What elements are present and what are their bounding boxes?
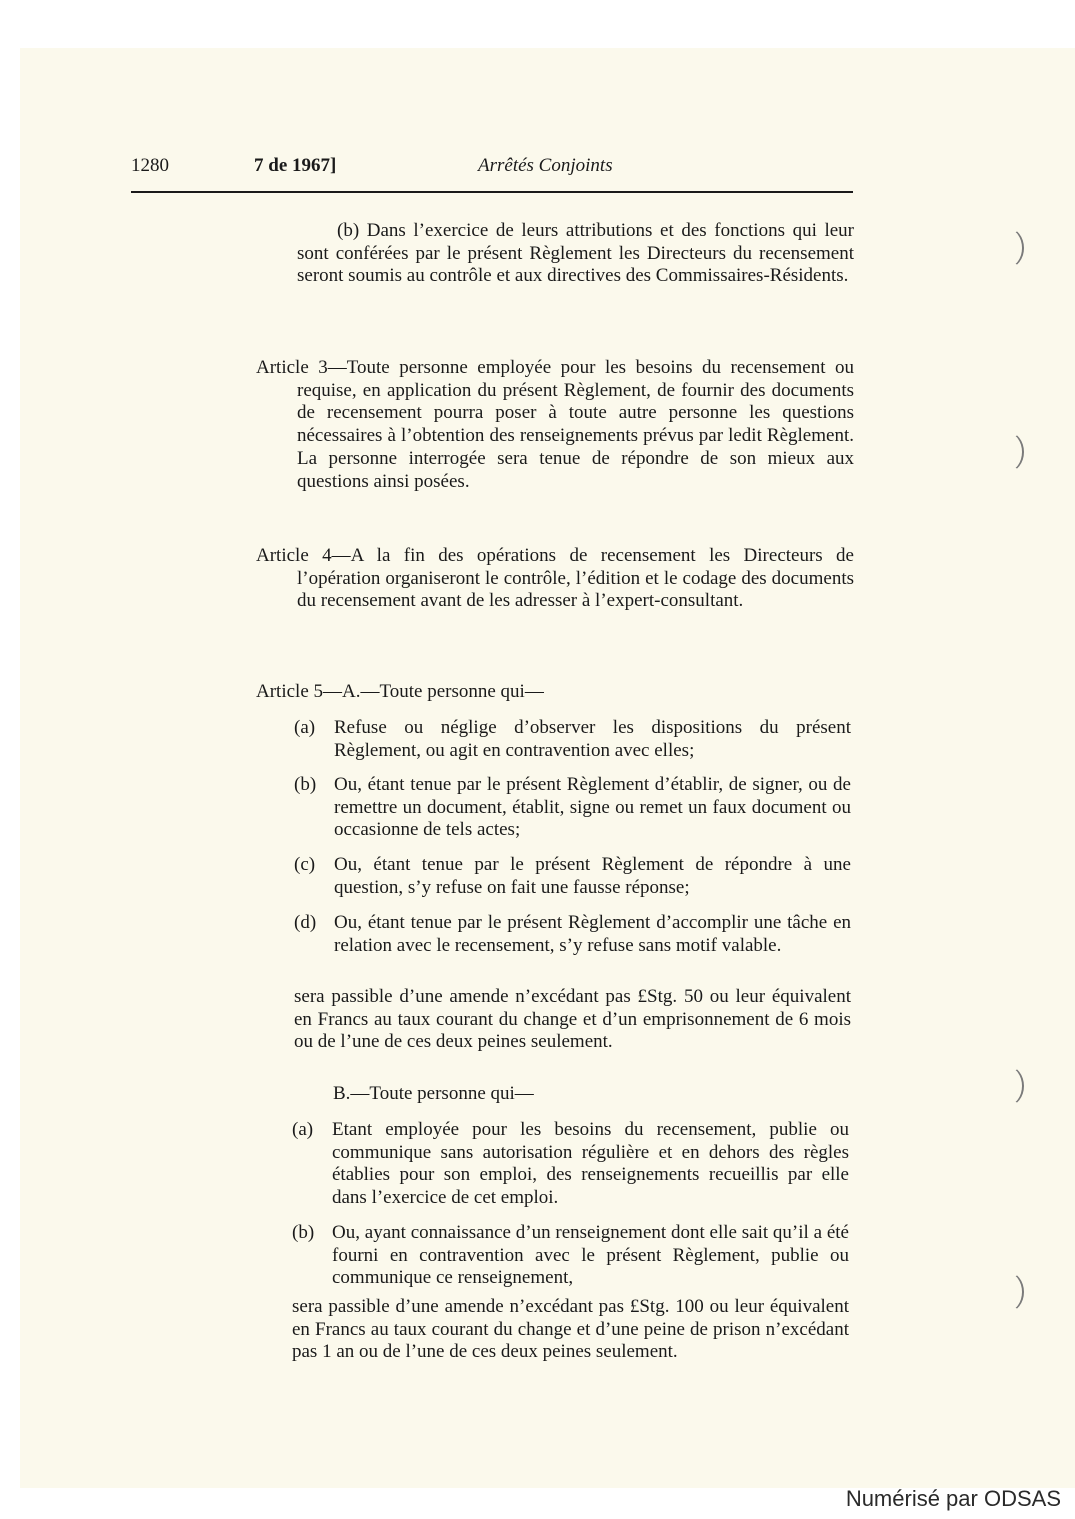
article-5b-penalty: sera passible d’une amende n’excédant pas £Stg. 100 ou leur équivalent en Francs au taux courant du change et d’une peine de prison n’excédant pas 1 an ou de l’une de ces deux peines seulement. xyxy=(292,1296,849,1363)
item-label: (a) xyxy=(292,1119,314,1140)
article-5a-item-d xyxy=(294,912,851,981)
article-5a-item-c xyxy=(294,854,851,900)
article-4: Article 4—A la fin des opérations de recensement les Directeurs de l’opération organiseront le contrôle, l’édition et le codage des documents du recensement avant de les adresser à l’expert-consultant. xyxy=(256,545,854,612)
punch-hole xyxy=(992,1272,1024,1312)
item-label: (b) xyxy=(292,1222,315,1243)
digitization-credit: Numérisé par ODSAS xyxy=(845,1486,1061,1511)
punch-hole xyxy=(992,1066,1024,1106)
article-5b-item-a xyxy=(292,1119,849,1211)
article-5b-heading: B.—Toute personne qui— xyxy=(333,1083,534,1104)
item-label: (d) xyxy=(294,912,317,933)
article-5a-item-b xyxy=(294,774,851,843)
item-text: Ou, étant tenue par le présent Règlement d’accomplir une tâche en relation avec le recensement, s’y refuse sans motif valable. xyxy=(334,912,851,956)
punch-hole xyxy=(992,228,1024,268)
item-label: (c) xyxy=(294,854,316,875)
article-5a-penalty: sera passible d’une amende n’excédant pas £Stg. 50 ou leur équivalent en Francs au taux courant du change et d’un emprisonnement de 6 mois ou de l’une de ces deux peines seulement. xyxy=(294,986,851,1053)
year-reference: 7 de 1967] xyxy=(254,155,337,176)
page-number: 1280 xyxy=(131,155,169,176)
article-3: Article 3—Toute personne employée pour les besoins du recensement ou requise, en application du présent Règlement, de fournir des documents de recensement pourra poser à toute autre personne les questions nécessaires à l’obtention des renseignements prévus par ledit Règlement. La personne interrogée sera tenue de répondre de son mieux aux questions ainsi posées. xyxy=(256,357,854,492)
item-text: Ou, ayant connaissance d’un renseignement dont elle sait qu’il a été fourni en contravention avec le présent Règlement, publie ou communique ce renseignement, xyxy=(332,1222,849,1289)
section-b-paragraph: (b) Dans l’exercice de leurs attributions et des fonctions qui leur sont conférées par le présent Règlement les Directeurs du recensement seront soumis au contrôle et aux directives des Commissaires-Résidents. xyxy=(297,220,854,287)
punch-hole xyxy=(992,432,1024,472)
item-text: Ou, étant tenue par le présent Règlement de répondre à une question, s’y refuse on fait une fausse réponse; xyxy=(334,854,851,898)
item-text: Ou, étant tenue par le présent Règlement d’établir, de signer, ou de remettre un document, établit, signe ou remet un faux document ou occasionne de tels actes; xyxy=(334,774,851,841)
item-text: Etant employée pour les besoins du recensement, publie ou communique sans autorisation régulière et en dehors des règles établies pour son emploi, des renseignements recueillis par elle dans l’exercice de cet emploi. xyxy=(332,1119,849,1209)
header-rule xyxy=(131,191,853,193)
article-5b-item-b xyxy=(292,1222,849,1291)
item-label: (a) xyxy=(294,717,316,738)
item-label: (b) xyxy=(294,774,317,795)
article-5-heading: Article 5—A.—Toute personne qui— xyxy=(256,681,544,702)
item-text: Refuse ou néglige d’observer les dispositions du présent Règlement, ou agit en contravention avec elles; xyxy=(334,717,851,761)
running-title: Arrêtés Conjoints xyxy=(478,155,613,176)
article-5a-item-a xyxy=(294,717,851,763)
